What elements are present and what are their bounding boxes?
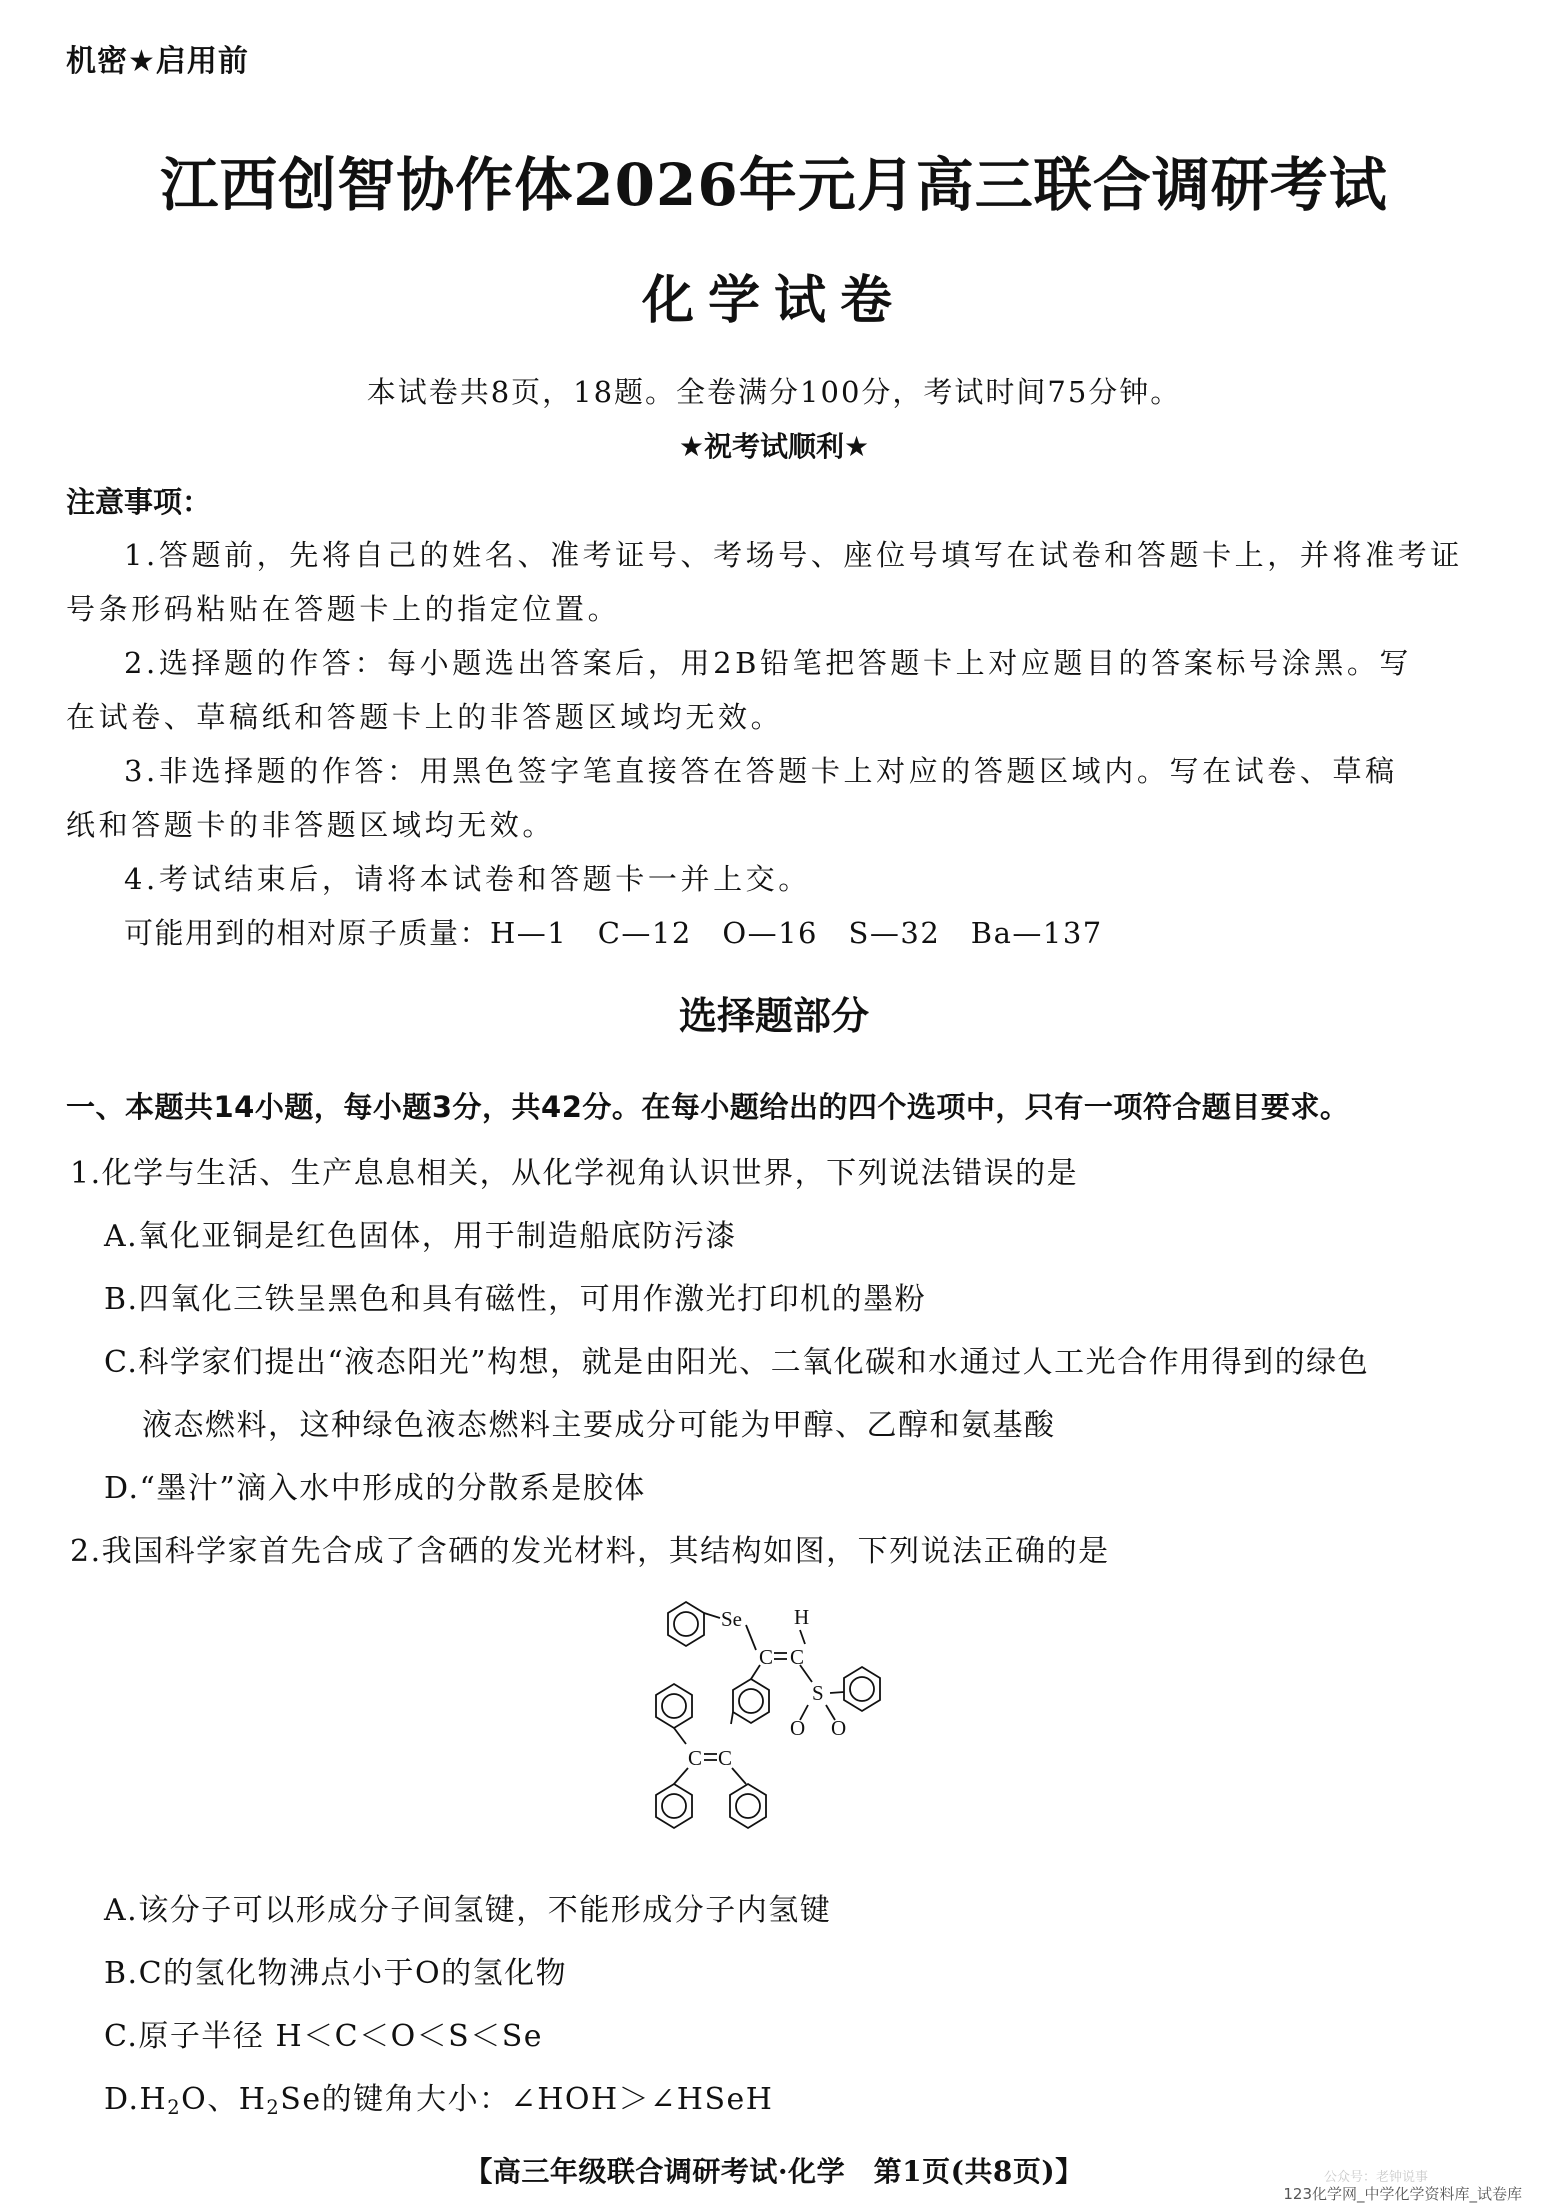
note-line: 4.考试结束后，请将本试卷和答题卡一并上交。 [124,862,811,896]
atom-s: S [812,1681,824,1705]
atom-c: C [790,1645,805,1669]
question-1-option-b: B.四氧化三铁呈黑色和具有磁性，可用作激光打印机的墨粉 [104,1282,927,1317]
question-2-option-c: C.原子半径 H＜C＜O＜S＜Se [104,2019,544,2054]
note-line: 在试卷、草稿纸和答题卡上的非答题区域均无效。 [66,700,784,734]
note-line: 号条形码粘贴在答题卡上的指定位置。 [66,592,621,626]
atom-c: C [759,1645,774,1669]
question-1-option-d: D.“墨汁”滴入水中形成的分散系是胶体 [104,1471,646,1506]
atom-o: O [790,1716,806,1740]
page-footer: 【高三年级联合调研考试·化学 第1页(共8页)】 [464,2155,1084,2188]
question-1-option-c: C.科学家们提出“液态阳光”构想，就是由阳光、二氧化碳和水通过人工光合作用得到的绿色 [104,1345,1370,1380]
atom-c: C [688,1746,703,1770]
question-2-option-a: A.该分子可以形成分子间氢键，不能形成分子内氢键 [104,1893,832,1928]
confidential-label: 机密★启用前 [66,44,249,79]
atomic-mass-line: 可能用到的相对原子质量：H—1 C—12 O—16 S—32 Ba—137 [124,916,1103,950]
selenium-compound-structure [630,1590,960,1890]
note-line: 3.非选择题的作答：用黑色签字笔直接答在答题卡上对应的答题区域内。写在试卷、草稿 [124,754,1398,788]
section-title: 选择题部分 [678,994,869,1038]
atom-h: H [794,1605,810,1629]
question-2-option-d: $D.H_2O$、$H_2Se$的键角大小：∠HOH＞∠HSeH [104,2082,774,2119]
question-1-stem: 1.化学与生活、生产息息相关，从化学视角认识世界，下列说法错误的是 [70,1156,1079,1191]
subject-title: 化学试卷 [641,271,906,331]
watermark-site: 123化学网_中学化学资料库_试卷库 [1283,2185,1522,2203]
note-line: 2.选择题的作答：每小题选出答案后，用2B铅笔把答题卡上对应题目的答案标号涂黑。写 [124,646,1413,680]
question-1-option-c-cont: 液态燃料，这种绿色液态燃料主要成分可能为甲醇、乙醇和氨基酸 [142,1408,1056,1443]
note-line: 1.答题前，先将自己的姓名、准考证号、考场号、座位号填写在试卷和答题卡上，并将准考证 [124,538,1463,572]
question-2-stem: 2.我国科学家首先合成了含硒的发光材料，其结构如图，下列说法正确的是 [70,1534,1110,1569]
question-1-option-a: A.氧化亚铜是红色固体，用于制造船底防污漆 [104,1219,737,1254]
good-luck-line: ★祝考试顺利★ [678,430,870,463]
watermark-wechat: 公众号：老钟说事 [1323,2170,1428,2185]
part-heading: 一、本题共14小题，每小题3分，共42分。在每小题给出的四个选项中，只有一项符合题目要求。 [66,1090,1350,1124]
question-2-option-b: B.C的氢化物沸点小于O的氢化物 [104,1956,568,1991]
atom-c: C [718,1746,733,1770]
atom-se: Se [721,1607,742,1631]
note-line: 纸和答题卡的非答题区域均无效。 [66,808,556,842]
atom-o: O [831,1716,847,1740]
exam-title: 江西创智协作体2026年元月高三联合调研考试 [160,151,1388,219]
exam-info: 本试卷共8页，18题。全卷满分100分，考试时间75分钟。 [366,375,1182,409]
notes-heading: 注意事项： [66,485,212,519]
